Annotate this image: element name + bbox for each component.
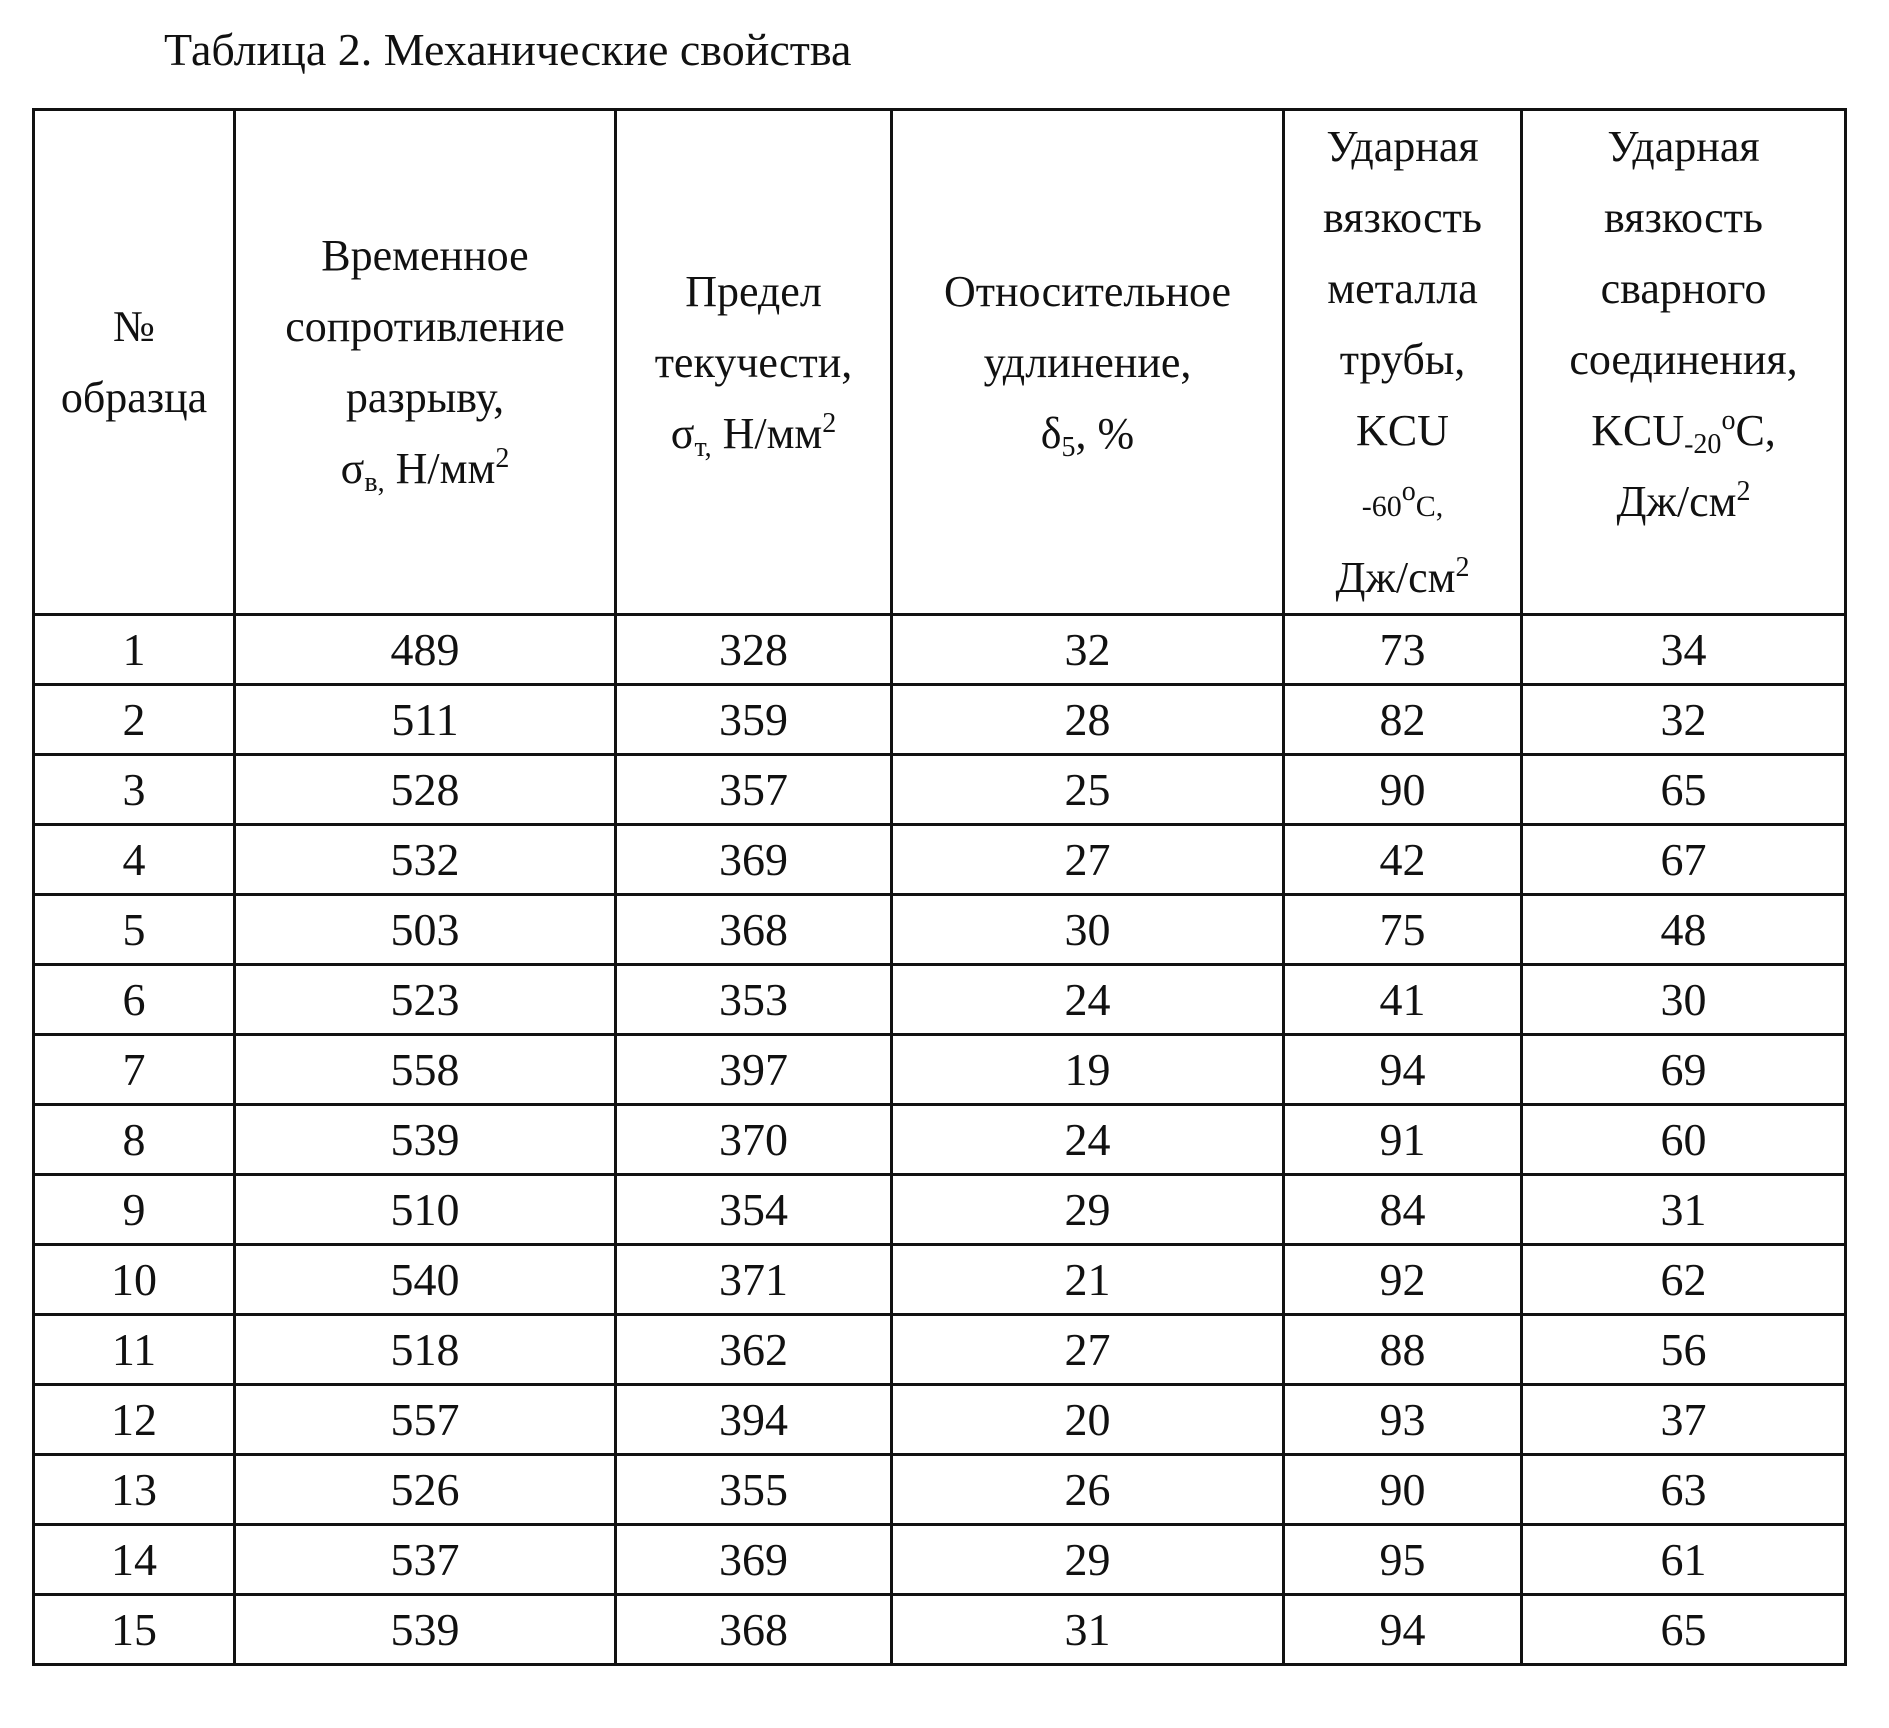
cell-sample-number: 12: [34, 1385, 235, 1455]
cell-elongation: 26: [892, 1455, 1284, 1525]
header-impact-toughness-pipe: Ударная вязкость металла трубы, KCU -60$^o$C, $Дж/см^2$: [1284, 110, 1522, 615]
cell-elongation: 27: [892, 1315, 1284, 1385]
cell-impact-toughness-weld: 31: [1522, 1175, 1846, 1245]
cell-sample-number: 9: [34, 1175, 235, 1245]
table-row: [34, 1525, 1846, 1595]
table-row: [34, 755, 1846, 825]
cell-sample-number: 6: [34, 965, 235, 1035]
cell-yield-strength: 397: [616, 1035, 892, 1105]
cell-yield-strength: 354: [616, 1175, 892, 1245]
cell-elongation: 24: [892, 965, 1284, 1035]
cell-tensile-strength: 511: [235, 685, 616, 755]
page-title: Таблица 2. Механические свойства: [164, 24, 852, 75]
header-yield-strength: Предел текучести, $\sigma_{т,}$ $Н/мм^2$: [616, 110, 892, 615]
cell-elongation: 29: [892, 1525, 1284, 1595]
cell-yield-strength: 328: [616, 615, 892, 685]
cell-sample-number: 1: [34, 615, 235, 685]
cell-tensile-strength: 532: [235, 825, 616, 895]
cell-impact-toughness-pipe: 84: [1284, 1175, 1522, 1245]
cell-impact-toughness-pipe: 90: [1284, 755, 1522, 825]
table-row: [34, 965, 1846, 1035]
mechanical-properties-table: [32, 108, 1847, 1666]
cell-impact-toughness-weld: 65: [1522, 755, 1846, 825]
header-elongation: Относительное удлинение, $\delta_5$, %: [892, 110, 1284, 615]
cell-tensile-strength: 523: [235, 965, 616, 1035]
cell-elongation: 27: [892, 825, 1284, 895]
table-row: [34, 825, 1846, 895]
table-row: [34, 1595, 1846, 1665]
table-row: [34, 895, 1846, 965]
cell-sample-number: 11: [34, 1315, 235, 1385]
cell-yield-strength: 368: [616, 895, 892, 965]
table-row: [34, 685, 1846, 755]
cell-impact-toughness-weld: 48: [1522, 895, 1846, 965]
header-tensile-strength: Временное сопротивление разрыву, $\sigma_{в,}$ $Н/мм^2$: [235, 110, 616, 615]
header-impact-toughness-weld: Ударная вязкость сварного соединения, $KCU_{-20}^oC$, $Дж/см^2$: [1522, 110, 1846, 615]
cell-impact-toughness-pipe: 94: [1284, 1035, 1522, 1105]
cell-elongation: 29: [892, 1175, 1284, 1245]
cell-impact-toughness-pipe: 41: [1284, 965, 1522, 1035]
cell-impact-toughness-pipe: 92: [1284, 1245, 1522, 1315]
cell-impact-toughness-pipe: 95: [1284, 1525, 1522, 1595]
cell-tensile-strength: 539: [235, 1595, 616, 1665]
table-row: [34, 1245, 1846, 1315]
cell-tensile-strength: 557: [235, 1385, 616, 1455]
cell-impact-toughness-weld: 69: [1522, 1035, 1846, 1105]
cell-impact-toughness-pipe: 42: [1284, 825, 1522, 895]
cell-elongation: 20: [892, 1385, 1284, 1455]
cell-sample-number: 15: [34, 1595, 235, 1665]
cell-yield-strength: 371: [616, 1245, 892, 1315]
cell-tensile-strength: 526: [235, 1455, 616, 1525]
cell-tensile-strength: 540: [235, 1245, 616, 1315]
cell-impact-toughness-pipe: 91: [1284, 1105, 1522, 1175]
cell-elongation: 21: [892, 1245, 1284, 1315]
cell-tensile-strength: 528: [235, 755, 616, 825]
cell-yield-strength: 369: [616, 825, 892, 895]
cell-sample-number: 5: [34, 895, 235, 965]
cell-sample-number: 7: [34, 1035, 235, 1105]
cell-impact-toughness-weld: 61: [1522, 1525, 1846, 1595]
cell-tensile-strength: 510: [235, 1175, 616, 1245]
cell-elongation: 24: [892, 1105, 1284, 1175]
cell-tensile-strength: 558: [235, 1035, 616, 1105]
table-row: [34, 615, 1846, 685]
cell-yield-strength: 368: [616, 1595, 892, 1665]
cell-sample-number: 14: [34, 1525, 235, 1595]
table-row: [34, 1105, 1846, 1175]
cell-impact-toughness-weld: 63: [1522, 1455, 1846, 1525]
table-row: [34, 1385, 1846, 1455]
cell-impact-toughness-weld: 56: [1522, 1315, 1846, 1385]
table-row: [34, 1175, 1846, 1245]
cell-impact-toughness-weld: 62: [1522, 1245, 1846, 1315]
cell-yield-strength: 353: [616, 965, 892, 1035]
cell-tensile-strength: 489: [235, 615, 616, 685]
cell-tensile-strength: 518: [235, 1315, 616, 1385]
cell-yield-strength: 359: [616, 685, 892, 755]
cell-sample-number: 10: [34, 1245, 235, 1315]
cell-impact-toughness-pipe: 88: [1284, 1315, 1522, 1385]
cell-impact-toughness-weld: 67: [1522, 825, 1846, 895]
cell-tensile-strength: 503: [235, 895, 616, 965]
header-row: [34, 110, 1846, 615]
cell-yield-strength: 370: [616, 1105, 892, 1175]
cell-impact-toughness-weld: 65: [1522, 1595, 1846, 1665]
cell-sample-number: 8: [34, 1105, 235, 1175]
cell-elongation: 30: [892, 895, 1284, 965]
cell-yield-strength: 355: [616, 1455, 892, 1525]
cell-impact-toughness-weld: 30: [1522, 965, 1846, 1035]
cell-elongation: 19: [892, 1035, 1284, 1105]
table-row: [34, 1315, 1846, 1385]
header-sample-number: № образца: [34, 110, 235, 615]
cell-sample-number: 13: [34, 1455, 235, 1525]
cell-impact-toughness-weld: 34: [1522, 615, 1846, 685]
table-row: [34, 1455, 1846, 1525]
table-body: [34, 615, 1846, 1665]
cell-yield-strength: 362: [616, 1315, 892, 1385]
cell-impact-toughness-pipe: 93: [1284, 1385, 1522, 1455]
cell-yield-strength: 394: [616, 1385, 892, 1455]
cell-impact-toughness-pipe: 75: [1284, 895, 1522, 965]
cell-elongation: 28: [892, 685, 1284, 755]
cell-elongation: 25: [892, 755, 1284, 825]
cell-impact-toughness-weld: 60: [1522, 1105, 1846, 1175]
cell-impact-toughness-pipe: 73: [1284, 615, 1522, 685]
cell-sample-number: 3: [34, 755, 235, 825]
cell-tensile-strength: 539: [235, 1105, 616, 1175]
cell-yield-strength: 369: [616, 1525, 892, 1595]
cell-yield-strength: 357: [616, 755, 892, 825]
cell-sample-number: 4: [34, 825, 235, 895]
cell-impact-toughness-weld: 37: [1522, 1385, 1846, 1455]
cell-sample-number: 2: [34, 685, 235, 755]
cell-impact-toughness-pipe: 90: [1284, 1455, 1522, 1525]
cell-tensile-strength: 537: [235, 1525, 616, 1595]
cell-impact-toughness-pipe: 94: [1284, 1595, 1522, 1665]
cell-elongation: 31: [892, 1595, 1284, 1665]
cell-impact-toughness-weld: 32: [1522, 685, 1846, 755]
table-row: [34, 1035, 1846, 1105]
cell-impact-toughness-pipe: 82: [1284, 685, 1522, 755]
cell-elongation: 32: [892, 615, 1284, 685]
